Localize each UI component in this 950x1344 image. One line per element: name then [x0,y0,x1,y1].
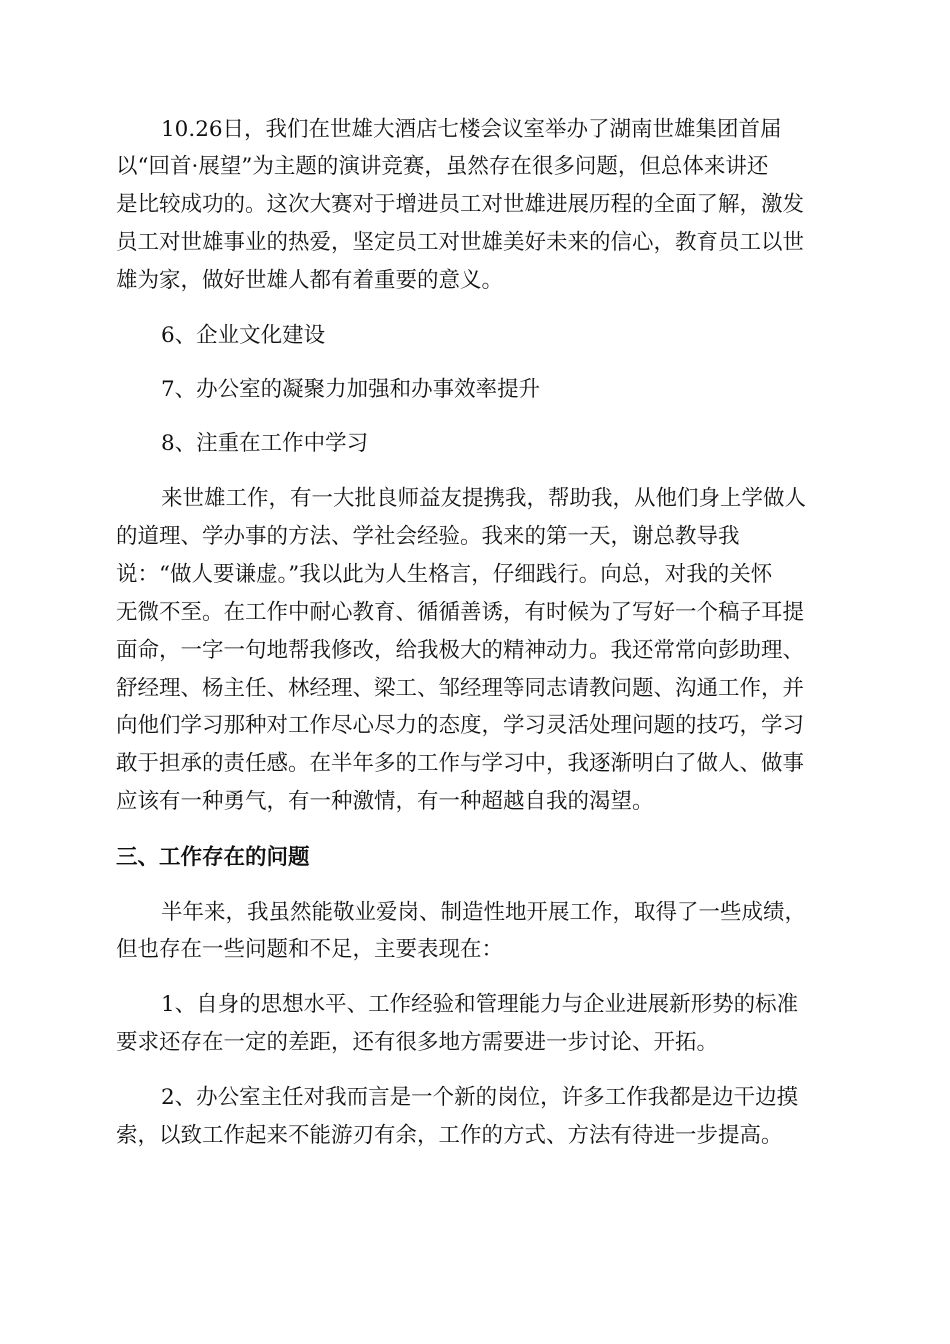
paragraph-line: 说：“做人要谦虚。”我以此为人生格言，仔细践行。向总，对我的关怀 [116,562,773,587]
paragraph-line: 雄为家，做好世雄人都有着重要的意义。 [116,268,504,293]
paragraph-line: 是比较成功的。这次大赛对于增进员工对世雄进展历程的全面了解，激发 [116,192,805,217]
section-heading: 三、工作存在的问题 [116,845,310,870]
paragraph-line: 面命，一字一句地帮我修改，给我极大的精神动力。我还常常向彭助理、 [116,638,805,663]
list-item: 6、企业文化建设 [161,323,326,348]
paragraph-line: 1、自身的思想水平、工作经验和管理能力与企业进展新形势的标准 [161,992,799,1017]
paragraph-line: 2、办公室主任对我而言是一个新的岗位，许多工作我都是边干边摸 [161,1085,799,1110]
paragraph-line: 无微不至。在工作中耐心教育、循循善诱，有时候为了写好一个稿子耳提 [116,600,805,625]
paragraph-line: 索，以致工作起来不能游刃有余，工作的方式、方法有待进一步提高。 [116,1123,783,1148]
paragraph-line: 半年来，我虽然能敬业爱岗、制造性地开展工作，取得了一些成绩， [161,900,807,925]
paragraph-line: 要求还存在一定的差距，还有很多地方需要进一步讨论、开拓。 [116,1030,719,1055]
paragraph-line: 以“回首·展望”为主题的演讲竞赛，虽然存在很多问题，但总体来讲还 [116,154,769,179]
paragraph-line: 来世雄工作，有一大批良师益友提携我，帮助我，从他们身上学做人 [161,486,807,511]
list-item: 7、办公室的凝聚力加强和办事效率提升 [161,377,541,402]
list-item: 8、注重在工作中学习 [161,431,369,456]
paragraph-line: 舒经理、杨主任、林经理、梁工、邹经理等同志请教问题、沟通工作，并 [116,676,805,701]
paragraph-line: 10.26日，我们在世雄大酒店七楼会议室举办了湖南世雄集团首届 [161,117,782,142]
paragraph-line: 敢于担承的责任感。在半年多的工作与学习中，我逐渐明白了做人、做事 [116,751,805,776]
paragraph-line: 但也存在一些问题和不足，主要表现在： [116,937,504,962]
paragraph-line: 的道理、学办事的方法、学社会经验。我来的第一天，谢总教导我 [116,524,740,549]
paragraph-line: 员工对世雄事业的热爱，坚定员工对世雄美好未来的信心，教育员工以世 [116,230,805,255]
paragraph-line: 应该有一种勇气，有一种激情，有一种超越自我的渴望。 [116,789,654,814]
paragraph-line: 向他们学习那种对工作尽心尽力的态度，学习灵活处理问题的技巧，学习 [116,713,805,738]
